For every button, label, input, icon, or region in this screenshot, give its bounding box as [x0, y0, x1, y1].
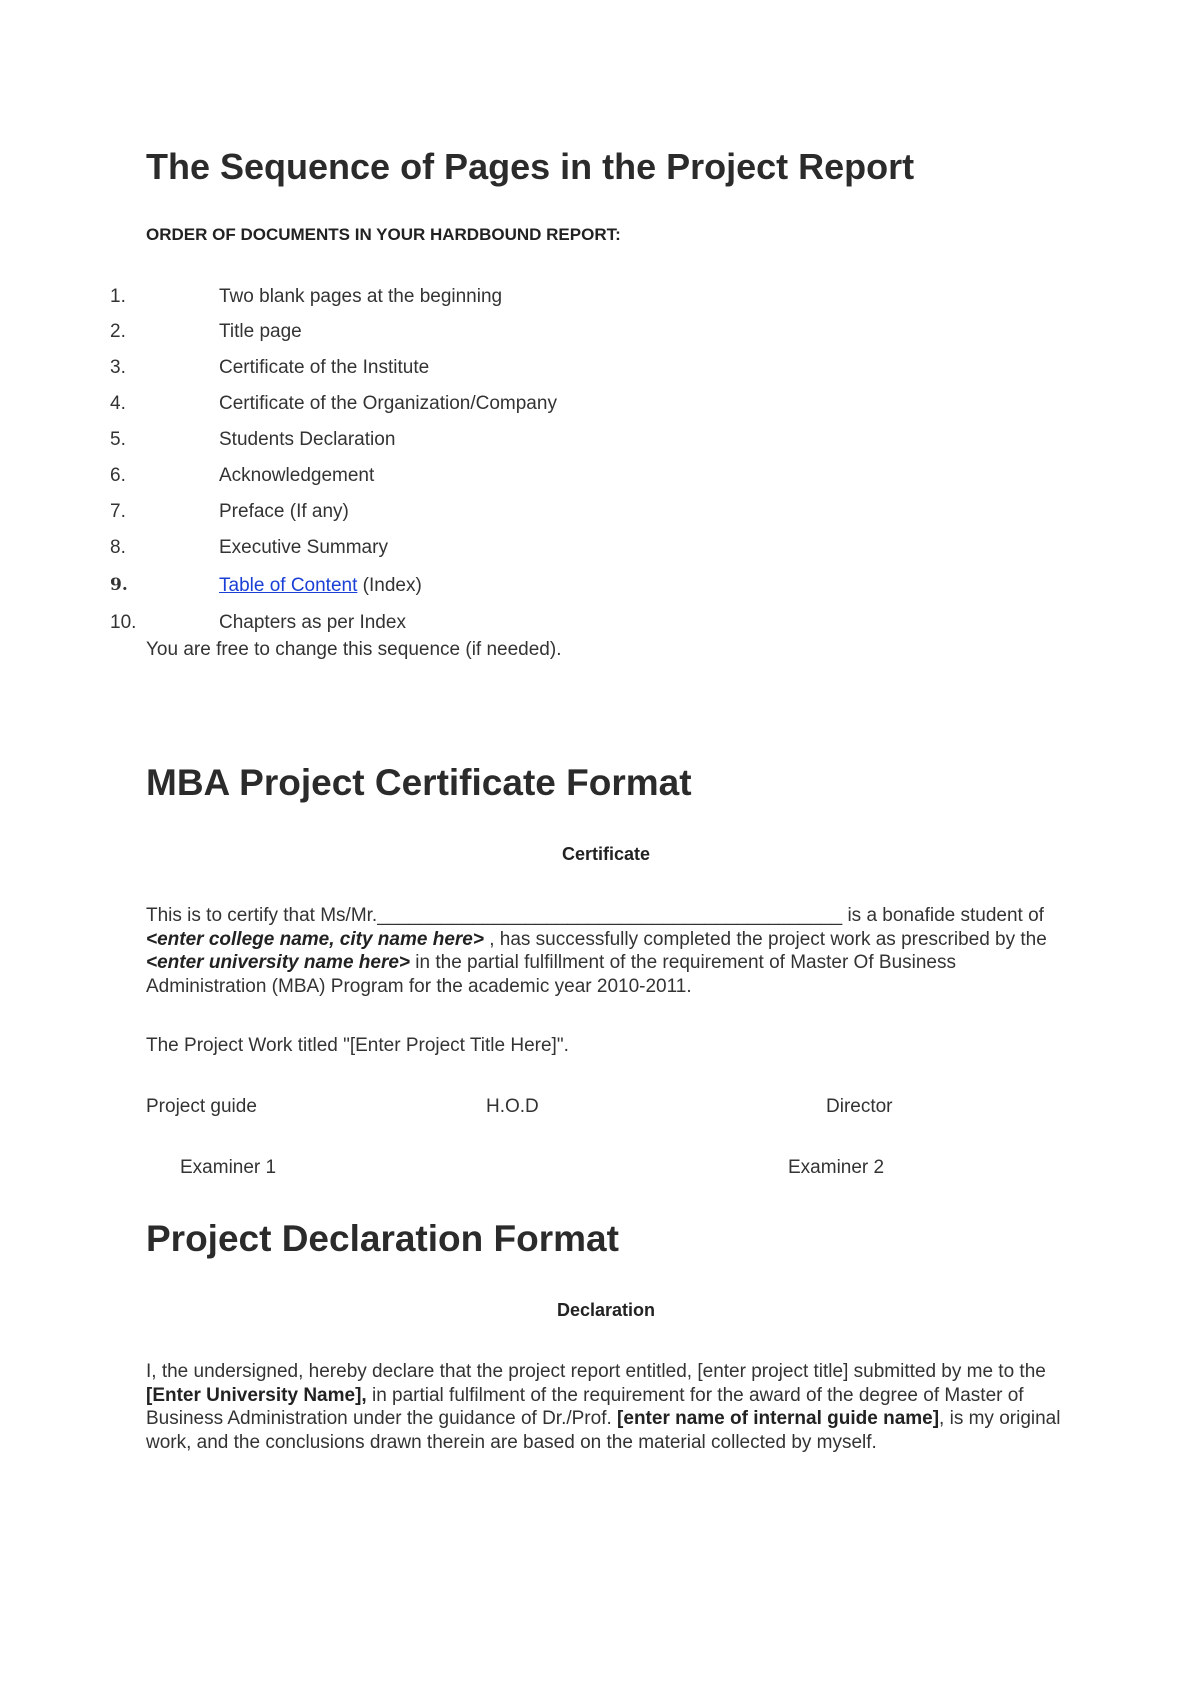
list-text: Students Declaration: [219, 429, 396, 450]
university-placeholder: <enter university name here>: [146, 952, 411, 973]
certificate-section-title: MBA Project Certificate Format: [146, 762, 692, 803]
declaration-text: in partial fulfilment of the requirement for the award of the degree of Master of Business Administration under the guidance of Dr./Prof.: [146, 1384, 1024, 1429]
certificate-text: This is to certify that Ms/Mr.: [146, 905, 378, 926]
director-label: Director: [826, 1096, 893, 1117]
list-number: 6.: [110, 465, 126, 486]
list-text: Title page: [219, 321, 302, 342]
certificate-heading: Certificate: [561, 844, 651, 864]
list-text-suffix: (Index): [357, 575, 422, 596]
certificate-text: in the partial fulfillment of the requirement of Master Of Business Administration (MBA) Program for the academic year 2010-2011.: [146, 952, 956, 997]
internal-guide-placeholder: [enter name of internal guide name]: [617, 1408, 940, 1429]
examiner2-label: Examiner 2: [788, 1157, 885, 1178]
project-title-line: The Project Work titled "[Enter Project Title Here]".: [146, 1035, 569, 1056]
declaration-body: [146, 1360, 1066, 1454]
list-text: Executive Summary: [219, 537, 388, 558]
list-number: 7.: [110, 501, 126, 522]
list-text: Two blank pages at the beginning: [219, 286, 503, 307]
certificate-body: [146, 904, 1066, 998]
list-text: Chapters as per Index: [219, 612, 406, 633]
list-number: 10.: [110, 612, 137, 633]
examiner1-label: Examiner 1: [180, 1157, 277, 1178]
list-text: Certificate of the Organization/Company: [219, 393, 557, 414]
list-text: Certificate of the Institute: [219, 357, 430, 378]
list-text: Preface (If any): [219, 501, 349, 522]
college-placeholder: <enter college name, city name here>: [146, 928, 484, 950]
declaration-heading: Declaration: [556, 1300, 656, 1320]
list-number: 9.: [110, 575, 128, 595]
list-text: [219, 575, 422, 597]
list-number: 3.: [110, 357, 126, 378]
sequence-note: You are free to change this sequence (if needed).: [146, 639, 562, 660]
hod-label: H.O.D: [486, 1096, 539, 1117]
certificate-text: , has successfully completed the project work as prescribed by the: [483, 928, 1047, 950]
list-number: 5.: [110, 429, 126, 450]
list-number: 8.: [110, 537, 126, 558]
university-name-placeholder: [Enter University Name],: [146, 1384, 367, 1406]
sequence-title: The Sequence of Pages in the Project Report: [146, 146, 915, 187]
declaration-text: , is my original work, and the conclusions drawn therein are based on the material collected by myself.: [146, 1408, 1061, 1453]
certificate-text: is a bonafide student of: [842, 905, 1044, 926]
list-number: 4.: [110, 393, 126, 414]
list-number: 2.: [110, 321, 126, 342]
name-blank-line: ____________________________________________: [377, 905, 843, 926]
project-guide-label: Project guide: [146, 1096, 257, 1117]
declaration-text: I, the undersigned, hereby declare that the project report entitled, [enter project title] submitted by me to the: [146, 1361, 1046, 1382]
table-of-content-link[interactable]: Table of Content: [219, 575, 358, 596]
list-text: Acknowledgement: [219, 465, 375, 486]
order-subheading: ORDER OF DOCUMENTS IN YOUR HARDBOUND REPORT:: [146, 225, 621, 244]
list-number: 1.: [110, 286, 126, 307]
declaration-section-title: Project Declaration Format: [146, 1218, 619, 1259]
